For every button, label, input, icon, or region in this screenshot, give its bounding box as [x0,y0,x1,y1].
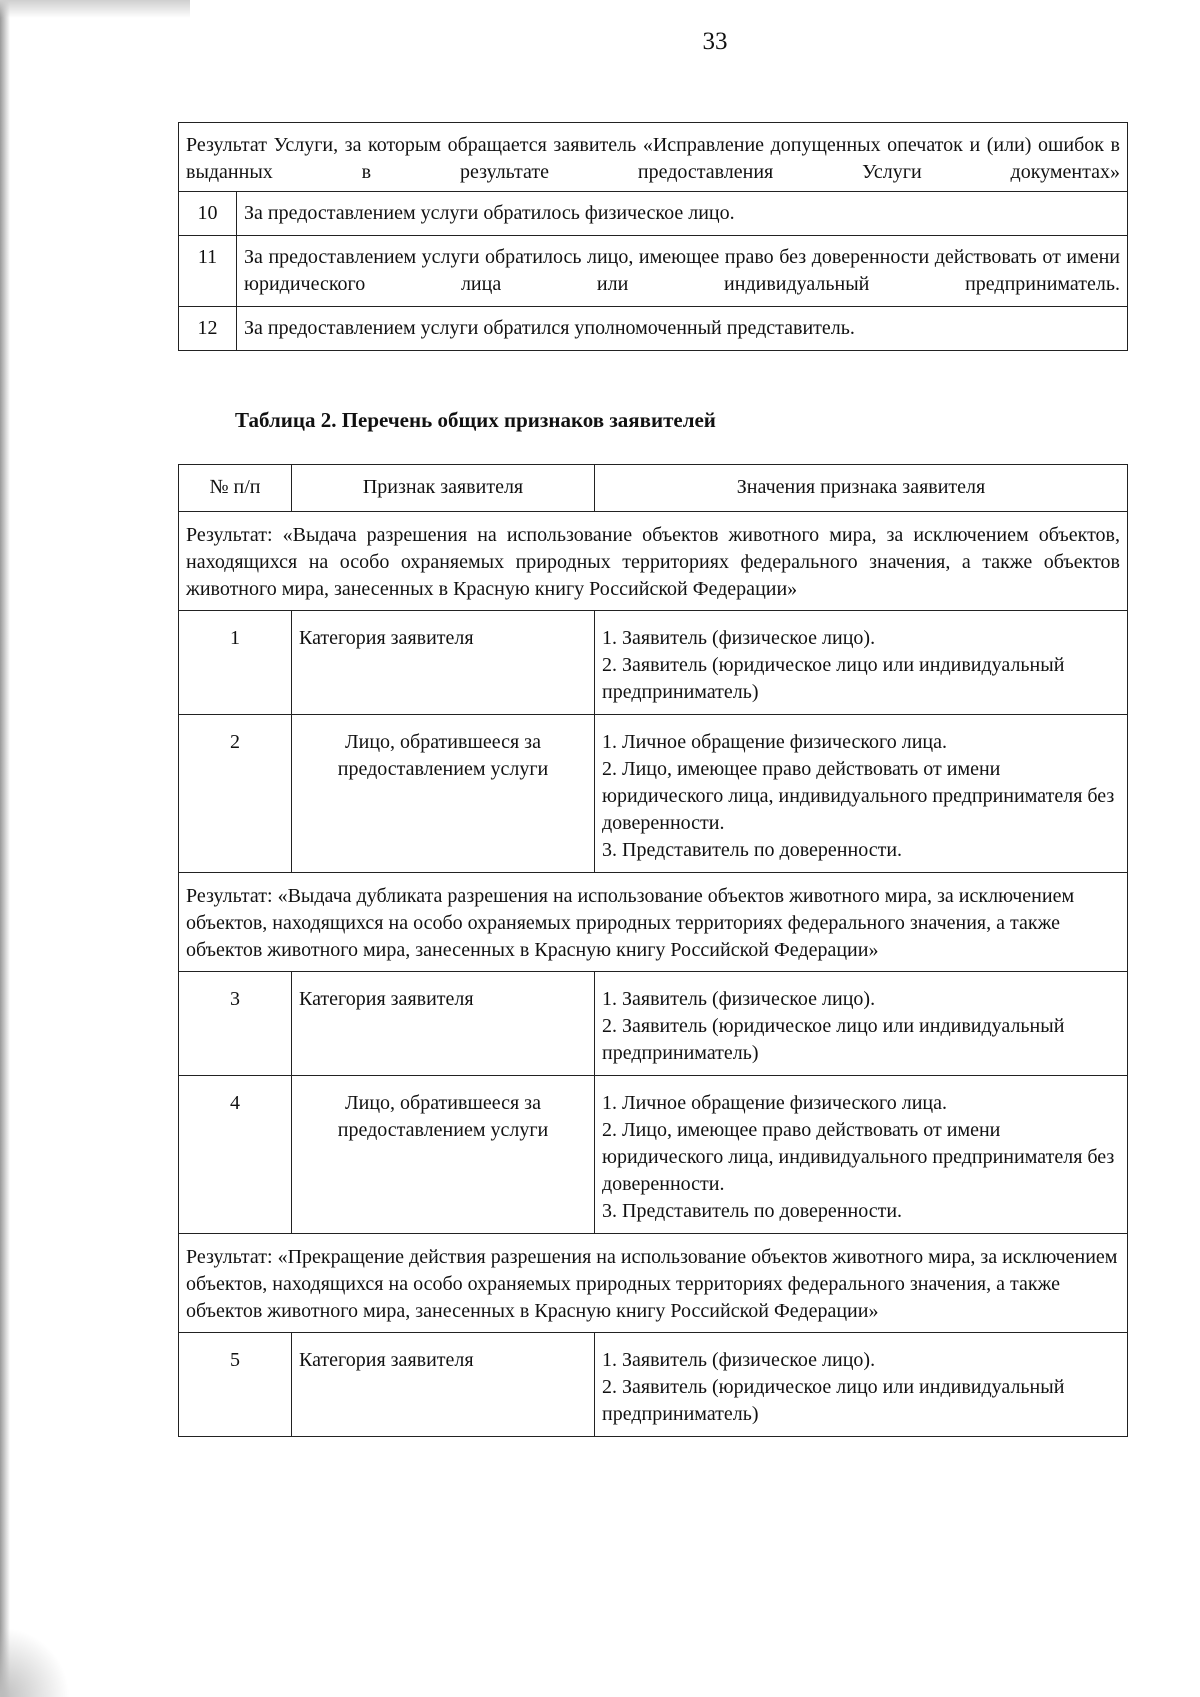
table-header-row [179,465,1128,512]
applicant-feature: Лицо, обратившееся за предоставлением услуги [292,715,595,873]
table-row [179,192,1128,236]
feature-values [595,715,1128,873]
feature-value: 2. Лицо, имеющее право действовать от имени юридического лица, индивидуального предпринимателя без доверенности. [602,758,1115,834]
feature-values [595,611,1128,715]
row-number: 4 [179,1076,292,1234]
table-row [179,123,1128,192]
feature-value: 1. Заявитель (физическое лицо). [602,1349,876,1371]
table-result-corrections [178,122,1128,351]
feature-values [595,1333,1128,1437]
row-number: 10 [179,192,237,236]
row-number: 1 [179,611,292,715]
table-row [179,512,1128,611]
row-text: За предоставлением услуги обратился уполномоченный представитель. [237,307,1128,351]
table-row [179,972,1128,1076]
column-header: Значения признака заявителя [595,465,1128,512]
row-text: За предоставлением услуги обратилось физическое лицо. [237,192,1128,236]
table-row [179,1076,1128,1234]
feature-value: 1. Заявитель (физическое лицо). [602,988,876,1010]
table-row [179,611,1128,715]
feature-value: 1. Личное обращение физического лица. [602,731,948,753]
feature-value: 1. Заявитель (физическое лицо). [602,627,876,649]
row-number: 12 [179,307,237,351]
row-number: 11 [179,236,237,307]
feature-value: 2. Заявитель (юридическое лицо или индивидуальный предприниматель) [602,1015,1065,1064]
scan-shadow-corner [0,1627,70,1697]
feature-value: 3. Представитель по доверенности. [602,839,903,861]
applicant-feature: Категория заявителя [292,972,595,1076]
column-header: № п/п [179,465,292,512]
feature-value: 3. Представитель по доверенности. [602,1200,903,1222]
row-text: За предоставлением услуги обратилось лицо, имеющее право без доверенности действовать от имени юридического лица или индивидуальный предприниматель. [237,236,1128,307]
result-heading: Результат: «Прекращение действия разрешения на использование объектов животного мира, за исключением объектов, находящихся на особо охраняемых природных территориях федерального значения, а также объектов животного мира, занесенных в Красную книгу Российской Федерации» [179,1234,1128,1333]
row-number: 3 [179,972,292,1076]
feature-value: 2. Заявитель (юридическое лицо или индивидуальный предприниматель) [602,654,1065,703]
table-row [179,715,1128,873]
table-applicant-features [178,464,1128,1437]
applicant-feature: Категория заявителя [292,1333,595,1437]
feature-value: 1. Личное обращение физического лица. [602,1092,948,1114]
result-heading: Результат: «Выдача дубликата разрешения на использование объектов животного мира, за исключением объектов, находящихся на особо охраняемых природных территориях федерального значения, а также объектов животного мира, занесенных в Красную книгу Российской Федерации» [179,873,1128,972]
result-heading: Результат: «Выдача разрешения на использование объектов животного мира, за исключением объектов, находящихся на особо охраняемых природных территориях федерального значения, а также объектов животного мира, занесенных в Красную книгу Российской Федерации» [179,512,1128,611]
table-row [179,873,1128,972]
feature-value: 2. Заявитель (юридическое лицо или индивидуальный предприниматель) [602,1376,1065,1425]
table-caption: Таблица 2. Перечень общих признаков заявителей [235,408,716,432]
page-number: 33 [702,28,728,55]
row-number: 2 [179,715,292,873]
table-row [179,307,1128,351]
table-row [179,1333,1128,1437]
feature-values [595,1076,1128,1234]
applicant-feature: Категория заявителя [292,611,595,715]
applicant-feature: Лицо, обратившееся за предоставлением услуги [292,1076,595,1234]
scan-shadow-left [0,0,10,1697]
column-header: Признак заявителя [292,465,595,512]
table-row [179,1234,1128,1333]
feature-values [595,972,1128,1076]
scan-shadow-top [0,0,190,18]
table-row [179,236,1128,307]
result-heading: Результат Услуги, за которым обращается заявитель «Исправление допущенных опечаток и (или) ошибок в выданных в результате предоставления Услуги документах» [179,123,1128,192]
row-number: 5 [179,1333,292,1437]
feature-value: 2. Лицо, имеющее право действовать от имени юридического лица, индивидуального предпринимателя без доверенности. [602,1119,1115,1195]
